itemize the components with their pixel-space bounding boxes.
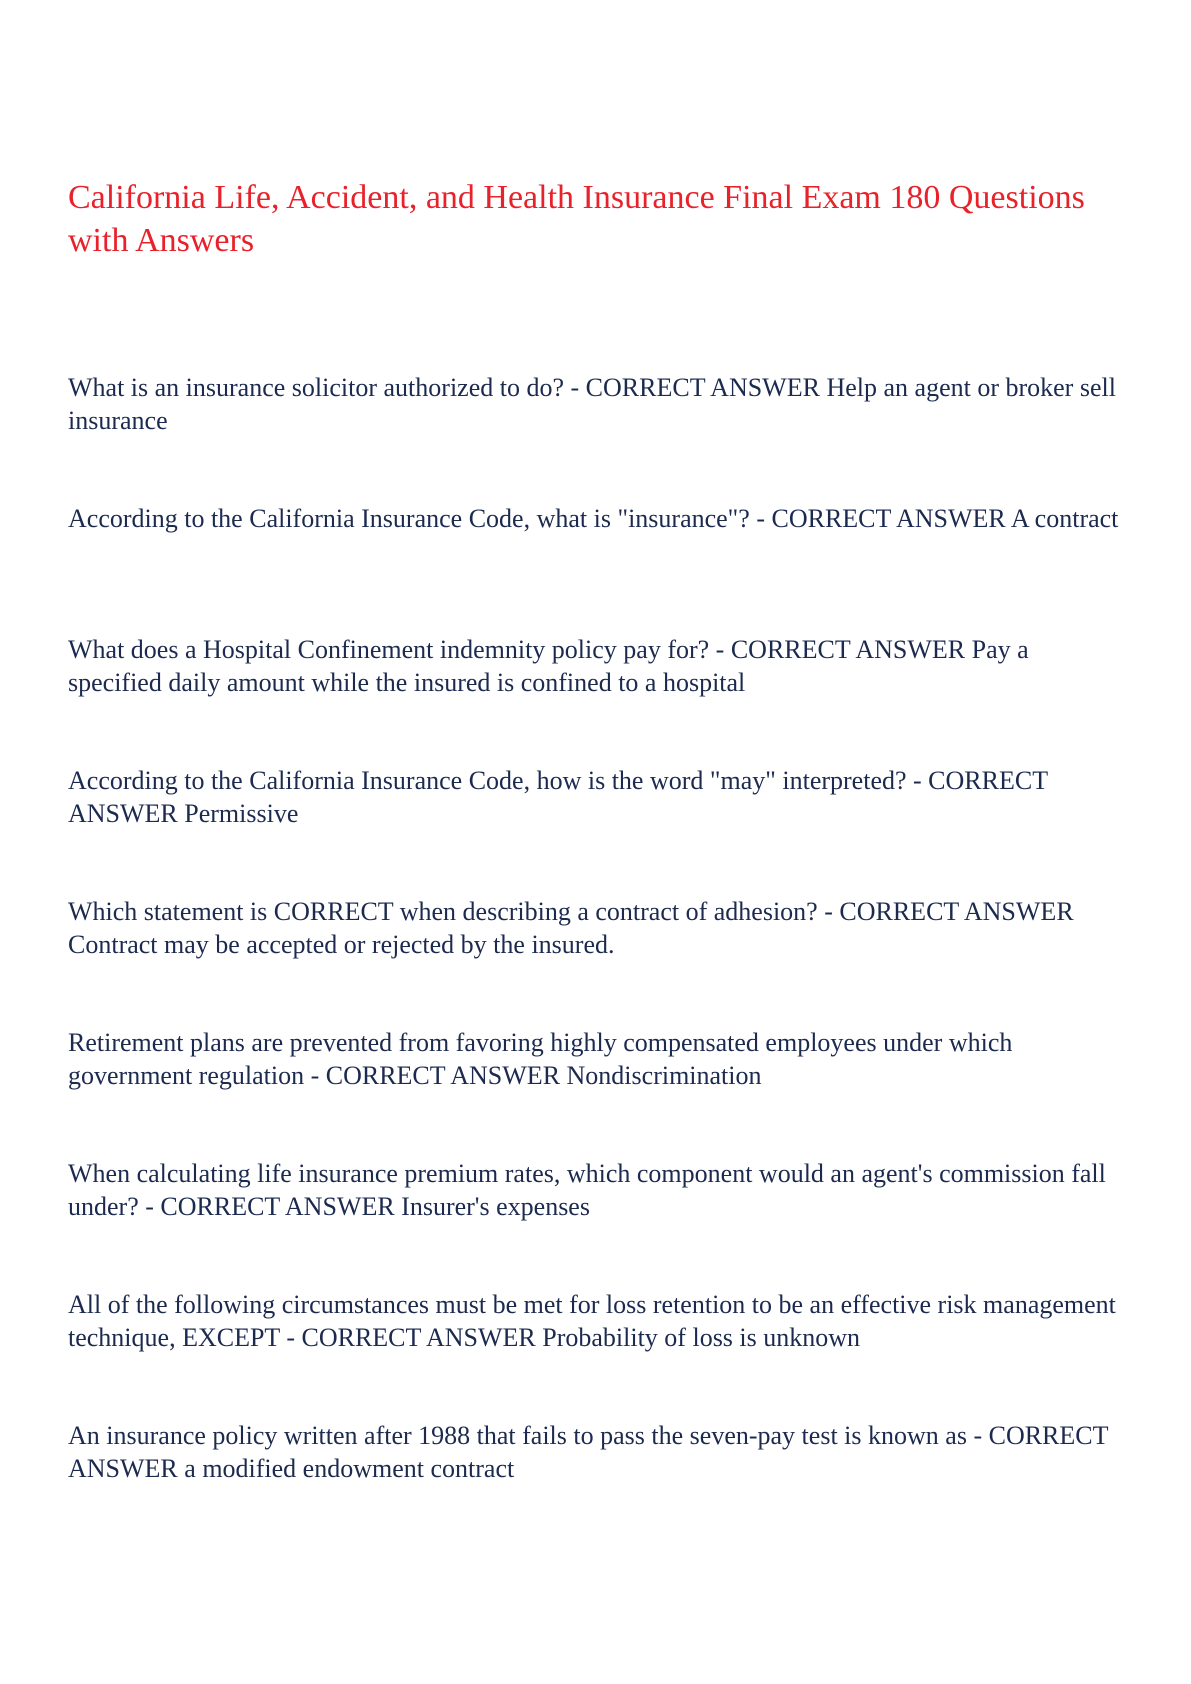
qa-item: Retirement plans are prevented from favoring highly compensated employees under which government regulation - CORRECT ANSWER Nondiscrimination	[68, 1028, 1013, 1090]
qa-item: According to the California Insurance Code, what is "insurance"? - CORRECT ANSWER A contract	[68, 504, 1119, 533]
qa-item: What is an insurance solicitor authorized to do? - CORRECT ANSWER Help an agent or broker sell insurance	[68, 373, 1116, 435]
qa-item: All of the following circumstances must be met for loss retention to be an effective risk management technique, EXCEPT - CORRECT ANSWER Probability of loss is unknown	[68, 1290, 1116, 1352]
qa-item: When calculating life insurance premium rates, which component would an agent's commission fall under? - CORRECT ANSWER Insurer's expenses	[68, 1159, 1106, 1221]
qa-item: According to the California Insurance Code, how is the word "may" interpreted? - CORRECT ANSWER Permissive	[68, 766, 1048, 828]
qa-item: What does a Hospital Confinement indemnity policy pay for? - CORRECT ANSWER Pay a specified daily amount while the insured is confined to a hospital	[68, 635, 1029, 697]
qa-item: An insurance policy written after 1988 that fails to pass the seven-pay test is known as - CORRECT ANSWER a modified endowment contract	[68, 1421, 1109, 1483]
document-title: California Life, Accident, and Health Insurance Final Exam 180 Questions with Answers	[68, 179, 1085, 259]
qa-item: Which statement is CORRECT when describing a contract of adhesion? - CORRECT ANSWER Contract may be accepted or rejected by the insured.	[68, 897, 1074, 959]
qa-list	[68, 371, 1123, 1485]
